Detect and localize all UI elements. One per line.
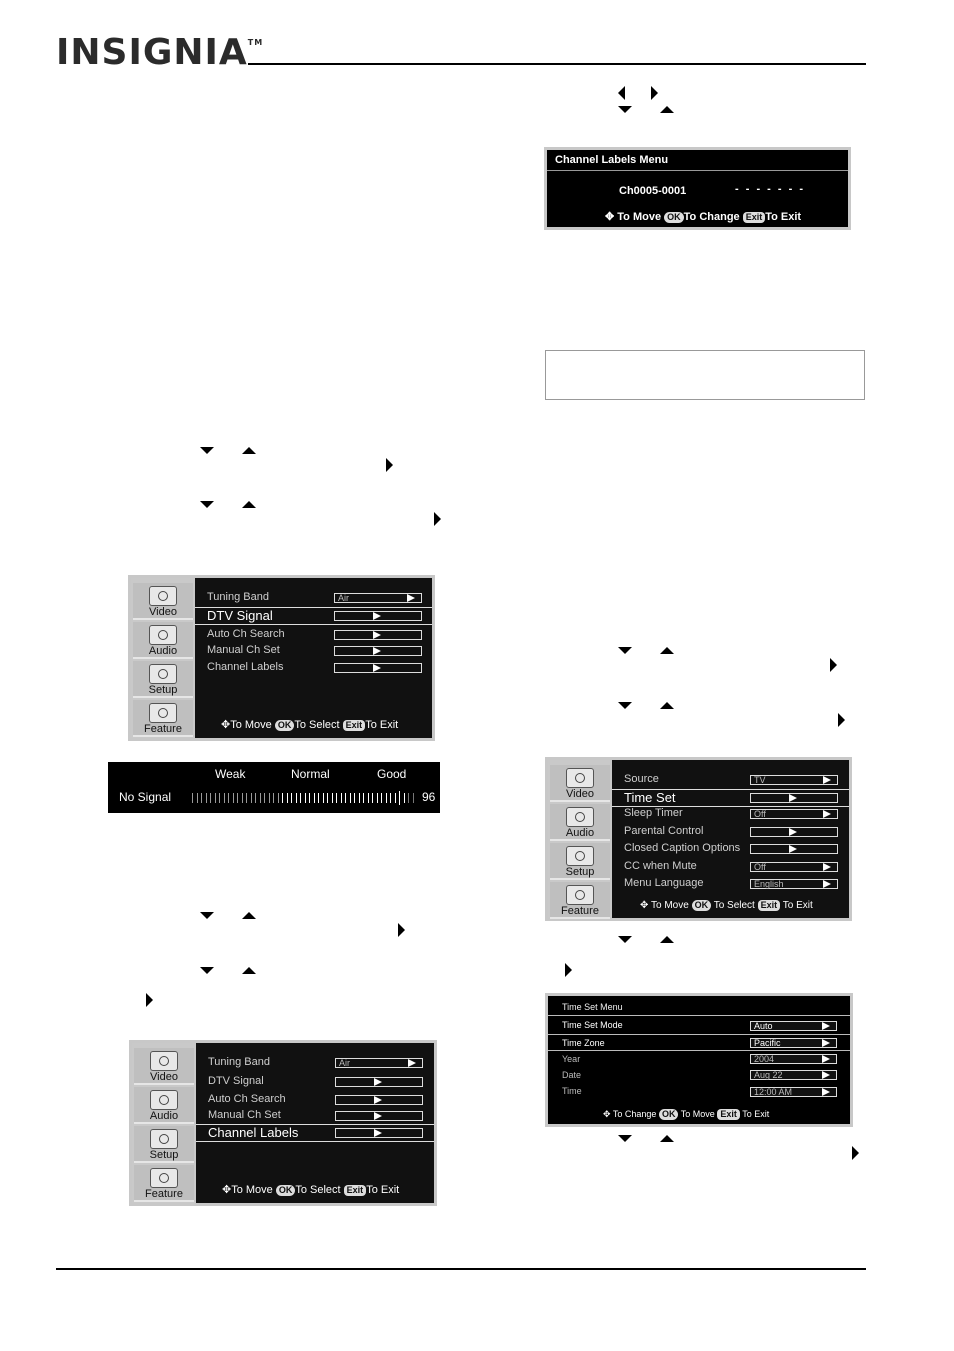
signal-tick: [269, 793, 270, 803]
signal-tick: [219, 793, 220, 803]
menu-item-parental-control[interactable]: Parental Control: [624, 825, 704, 837]
menu-item-menu-language[interactable]: Menu Language: [624, 877, 704, 889]
audio-icon: [566, 807, 594, 827]
exit-key: Exit: [344, 1185, 367, 1196]
right-arrow-icon: [408, 1059, 416, 1067]
right-arrow-icon: [852, 1146, 859, 1160]
up-arrow-icon: [660, 702, 674, 709]
signal-tick: [287, 793, 288, 803]
menu-item-channel-labels[interactable]: Channel Labels: [207, 661, 284, 673]
feature-icon: [149, 703, 177, 723]
time-set-mode-value[interactable]: Auto: [750, 1021, 837, 1031]
signal-tick: [206, 793, 207, 803]
manual-ch-set-value[interactable]: [335, 1111, 423, 1121]
note-box: [545, 350, 865, 400]
up-arrow-icon: [242, 912, 256, 919]
right-arrow-icon: [830, 658, 837, 672]
menu-item-cc-when-mute[interactable]: CC when Mute: [624, 860, 697, 872]
ok-key: OK: [659, 1109, 679, 1120]
down-arrow-icon: [618, 647, 632, 654]
sidebar-item-audio[interactable]: Audio: [550, 804, 610, 841]
right-arrow-icon: [374, 1129, 382, 1137]
signal-tick: [296, 793, 297, 803]
setup-icon: [150, 1129, 178, 1149]
menu-sidebar: [548, 760, 612, 918]
menu-sidebar: [131, 578, 195, 738]
right-arrow-icon: [822, 1022, 830, 1030]
right-arrow-icon: [823, 880, 831, 888]
signal-tick: [210, 793, 211, 803]
right-arrow-icon: [822, 1055, 830, 1063]
move-icon: ✥: [221, 719, 231, 731]
trademark: TM: [247, 38, 264, 47]
signal-tick: [251, 793, 252, 803]
signal-tick: [197, 793, 198, 803]
menu-item-sleep-timer[interactable]: Sleep Timer: [624, 807, 683, 819]
right-arrow-icon: [373, 612, 381, 620]
right-arrow-icon: [823, 810, 831, 818]
right-arrow-icon: [146, 993, 153, 1007]
video-icon: [149, 586, 177, 606]
menu-item-source[interactable]: Source: [624, 773, 659, 785]
sidebar-item-setup[interactable]: Setup: [550, 843, 610, 880]
exit-key: Exit: [343, 720, 366, 731]
right-arrow-icon: [823, 863, 831, 871]
signal-tick: [201, 793, 202, 803]
channel-labels-menu: [544, 147, 851, 230]
right-arrow-icon: [434, 512, 441, 526]
setup-icon: [149, 664, 177, 684]
menu-item-closed-caption-options[interactable]: Closed Caption Options: [624, 842, 741, 854]
manual-ch-set-value[interactable]: [334, 646, 422, 656]
signal-tick: [309, 793, 310, 803]
cc-when-mute-value[interactable]: Off: [750, 862, 838, 872]
signal-good-label: Good: [377, 767, 407, 781]
channel-label-value[interactable]: - - - - - - -: [735, 183, 805, 195]
sidebar-item-setup[interactable]: Setup: [134, 1126, 194, 1163]
signal-tick: [192, 793, 193, 803]
menu-item-tuning-band[interactable]: Tuning Band: [207, 591, 269, 603]
signal-tick: [395, 793, 396, 803]
source-value[interactable]: TV: [750, 775, 838, 785]
time-set-footer: ✥ To Change OK To Move Exit To Exit: [603, 1109, 770, 1119]
tuning-band-value[interactable]: Air: [335, 1058, 423, 1068]
exit-key: Exit: [743, 212, 766, 223]
title-divider: [548, 1015, 850, 1016]
tuning-band-value[interactable]: Air: [334, 593, 422, 603]
row-divider: [548, 1050, 850, 1051]
ok-key: OK: [664, 212, 684, 223]
time-zone-value[interactable]: Pacific: [750, 1038, 837, 1048]
signal-tick: [413, 793, 414, 803]
signal-tick: [318, 793, 319, 803]
row-divider: [548, 1034, 850, 1035]
signal-tick: [314, 793, 315, 803]
signal-tick: [372, 793, 373, 803]
menu-item-time-set[interactable]: Time Set: [624, 790, 676, 805]
brand-name: INSIGNIA: [56, 32, 248, 73]
left-arrow-icon: [618, 86, 625, 100]
auto-ch-search-value[interactable]: [334, 630, 422, 640]
menu-item-tuning-band[interactable]: Tuning Band: [208, 1056, 270, 1068]
signal-tick: [368, 793, 369, 803]
move-icon: ✥: [605, 211, 615, 223]
signal-tick: [377, 793, 378, 803]
sidebar-item-feature[interactable]: Feature: [133, 700, 193, 737]
menu-item-manual-ch-set[interactable]: Manual Ch Set: [207, 644, 280, 656]
video-icon: [150, 1051, 178, 1071]
right-arrow-icon: [789, 794, 797, 802]
signal-value: 96: [422, 790, 436, 804]
year-label[interactable]: Year: [562, 1054, 581, 1064]
right-arrow-icon: [374, 1078, 382, 1086]
setup-menu-channel-labels: [129, 1040, 437, 1206]
signal-tick: [332, 793, 333, 803]
signal-tick: [408, 793, 409, 803]
signal-tick: [404, 793, 405, 803]
sidebar-item-video[interactable]: Video: [133, 583, 193, 620]
signal-tick: [363, 793, 364, 803]
signal-level-bar: [192, 793, 416, 803]
right-arrow-icon: [651, 86, 658, 100]
title-divider: [547, 170, 848, 171]
signal-tick: [278, 793, 279, 803]
sidebar-item-audio[interactable]: Audio: [134, 1087, 194, 1124]
signal-tick: [305, 793, 306, 803]
right-arrow-icon: [822, 1071, 830, 1079]
channel-labels-title: Channel Labels Menu: [555, 154, 669, 166]
signal-normal-label: Normal: [291, 767, 330, 781]
up-arrow-icon: [660, 1135, 674, 1142]
signal-tick: [300, 793, 301, 803]
right-arrow-icon: [565, 963, 572, 977]
signal-tick: [345, 793, 346, 803]
channel-labels-value[interactable]: [335, 1128, 423, 1138]
sidebar-item-feature[interactable]: Feature: [550, 882, 610, 919]
signal-tick: [323, 793, 324, 803]
menu-item-dtv-signal[interactable]: DTV Signal: [208, 1075, 264, 1087]
signal-tick: [233, 793, 234, 803]
signal-tick: [246, 793, 247, 803]
right-arrow-icon: [822, 1088, 830, 1096]
signal-tick: [336, 793, 337, 803]
signal-weak-label: Weak: [215, 767, 246, 781]
up-arrow-icon: [660, 647, 674, 654]
signal-tick: [354, 793, 355, 803]
time-set-title: Time Set Menu: [562, 1002, 623, 1012]
feature-menu: [545, 757, 852, 921]
time-label[interactable]: Time: [562, 1086, 582, 1096]
menu-item-dtv-signal[interactable]: DTV Signal: [207, 608, 273, 623]
sidebar-item-video[interactable]: Video: [550, 765, 610, 802]
signal-tick: [341, 793, 342, 803]
right-arrow-icon: [386, 458, 393, 472]
right-arrow-icon: [789, 845, 797, 853]
time-set-menu: [545, 993, 853, 1127]
right-arrow-icon: [822, 1039, 830, 1047]
video-icon: [566, 768, 594, 788]
signal-tick: [215, 793, 216, 803]
down-arrow-icon: [618, 1135, 632, 1142]
right-arrow-icon: [373, 647, 381, 655]
time-value[interactable]: 12:00 AM: [750, 1087, 837, 1097]
year-value[interactable]: 2004: [750, 1054, 837, 1064]
up-arrow-icon: [660, 936, 674, 943]
exit-key: Exit: [758, 900, 781, 911]
menu-footer: ✥To Move OK To Select Exit To Exit: [222, 1184, 400, 1196]
down-arrow-icon: [200, 967, 214, 974]
up-arrow-icon: [242, 501, 256, 508]
signal-tick: [381, 793, 382, 803]
brand-logo: [56, 32, 263, 73]
setup-menu-dtv-signal: [128, 575, 435, 741]
signal-tick: [350, 793, 351, 803]
audio-icon: [149, 625, 177, 645]
down-arrow-icon: [618, 106, 632, 113]
signal-tick: [242, 793, 243, 803]
sleep-timer-value[interactable]: Off: [750, 809, 838, 819]
signal-meter: [108, 762, 440, 813]
right-arrow-icon: [374, 1112, 382, 1120]
setup-icon: [566, 846, 594, 866]
signal-tick: [399, 791, 400, 805]
up-arrow-icon: [242, 447, 256, 454]
signal-tick: [260, 793, 261, 803]
signal-tick: [264, 793, 265, 803]
down-arrow-icon: [200, 912, 214, 919]
right-arrow-icon: [373, 664, 381, 672]
menu-footer: ✥To Move OK To Select Exit To Exit: [221, 719, 399, 731]
menu-footer: ✥ To Move OK To Select Exit To Exit: [640, 900, 813, 911]
date-label[interactable]: Date: [562, 1070, 582, 1080]
up-arrow-icon: [242, 967, 256, 974]
menu-item-auto-ch-search[interactable]: Auto Ch Search: [208, 1093, 286, 1105]
right-arrow-icon: [823, 776, 831, 784]
signal-tick: [224, 793, 225, 803]
dtv-signal-value[interactable]: [334, 611, 422, 621]
time-set-value[interactable]: [750, 793, 838, 803]
channel-labels-value[interactable]: [334, 663, 422, 673]
signal-tick: [255, 793, 256, 803]
channel-number: Ch0005-0001: [619, 185, 687, 197]
time-set-mode-label[interactable]: Time Set Mode: [562, 1020, 623, 1030]
header-rule: [248, 63, 866, 65]
right-arrow-icon: [407, 594, 415, 602]
parental-control-value[interactable]: [750, 827, 838, 837]
exit-key: Exit: [717, 1109, 740, 1120]
channel-labels-footer: ✥ To Move OK To Change Exit To Exit: [605, 211, 802, 223]
signal-tick: [386, 793, 387, 803]
signal-tick: [291, 793, 292, 803]
signal-tick: [359, 793, 360, 803]
signal-tick: [273, 793, 274, 803]
sidebar-item-feature[interactable]: Feature: [134, 1165, 194, 1202]
right-arrow-icon: [373, 631, 381, 639]
menu-item-manual-ch-set[interactable]: Manual Ch Set: [208, 1109, 281, 1121]
signal-tick: [282, 793, 283, 803]
up-arrow-icon: [660, 106, 674, 113]
down-arrow-icon: [200, 501, 214, 508]
move-icon: ✥: [603, 1109, 611, 1119]
audio-icon: [150, 1090, 178, 1110]
right-arrow-icon: [398, 923, 405, 937]
ok-key: OK: [276, 1185, 296, 1196]
move-icon: ✥: [640, 900, 649, 911]
right-arrow-icon: [789, 828, 797, 836]
time-zone-label[interactable]: Time Zone: [562, 1038, 605, 1048]
menu-item-auto-ch-search[interactable]: Auto Ch Search: [207, 628, 285, 640]
signal-tick: [327, 793, 328, 803]
move-icon: ✥: [222, 1184, 232, 1196]
ok-key: OK: [275, 720, 295, 731]
signal-tick: [390, 793, 391, 803]
sidebar-item-setup[interactable]: Setup: [133, 661, 193, 698]
down-arrow-icon: [200, 447, 214, 454]
closed-caption-options-value[interactable]: [750, 844, 838, 854]
menu-sidebar: [132, 1043, 196, 1203]
signal-tick: [228, 793, 229, 803]
dtv-signal-value[interactable]: [335, 1077, 423, 1087]
menu-language-value[interactable]: English: [750, 879, 838, 889]
feature-icon: [150, 1168, 178, 1188]
feature-icon: [566, 885, 594, 905]
sidebar-item-video[interactable]: Video: [134, 1048, 194, 1085]
down-arrow-icon: [618, 936, 632, 943]
signal-status: No Signal: [119, 790, 172, 804]
auto-ch-search-value[interactable]: [335, 1095, 423, 1105]
ok-key: OK: [692, 900, 712, 911]
footer-rule: [56, 1268, 866, 1270]
right-arrow-icon: [838, 713, 845, 727]
menu-item-channel-labels[interactable]: Channel Labels: [208, 1125, 299, 1140]
signal-tick: [237, 793, 238, 803]
date-value[interactable]: Aug 22: [750, 1070, 837, 1080]
sidebar-item-audio[interactable]: Audio: [133, 622, 193, 659]
down-arrow-icon: [618, 702, 632, 709]
right-arrow-icon: [374, 1096, 382, 1104]
